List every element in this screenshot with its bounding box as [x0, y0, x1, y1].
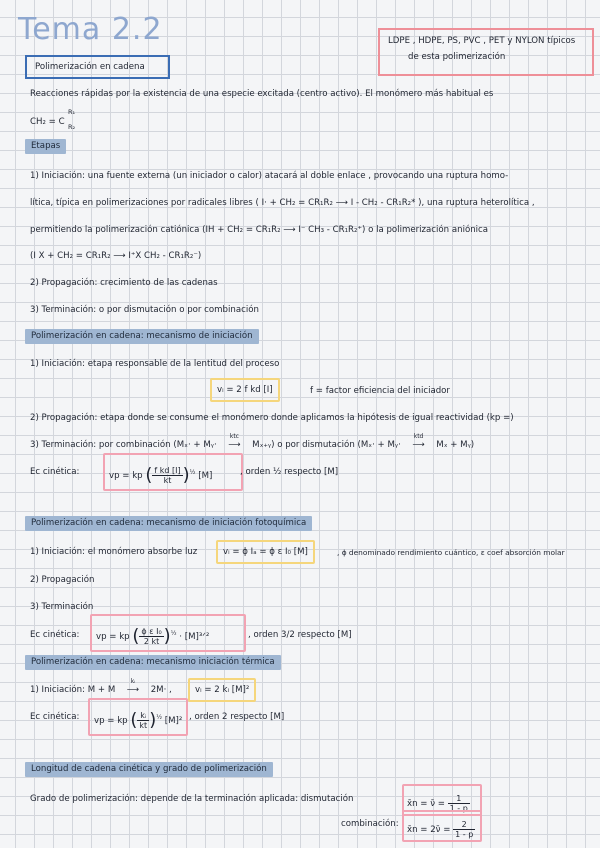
eq3-denominator: kt: [139, 721, 148, 730]
eq3-numerator: kᵢ: [137, 711, 149, 721]
ki-arrow: kᵢ ⟶: [118, 684, 148, 696]
etapas-init-3: permitiendo la polimerización catiónica (IH + CH₂ = CR₁R₂ ⟶ I⁻ CH₃ - CR₁R₂⁺) o la polimerización aniónica: [30, 225, 489, 235]
termica-vi-equation-box: vᵢ = 2 kᵢ [M]²: [188, 678, 256, 702]
eq3-exponent: ½: [156, 714, 163, 722]
eq1-numerator: f kd [I]: [154, 466, 181, 475]
eq2-denominator: 2 kt: [143, 637, 160, 646]
dismutation-denominator: 1 - p: [449, 804, 468, 813]
section-header-longitud: Longitud de cadena cinética y grado de polimerización: [25, 762, 273, 777]
kinetic-eq-box-1: [103, 453, 243, 491]
vi-equation-box: vᵢ = 2 f kd [I]: [210, 378, 280, 402]
kinetic-eq-label-3: Ec cinética:: [30, 712, 80, 722]
etapas-init-4: (I X + CH₂ = CR₁R₂ ⟶ I⁺X CH₂ - CR₁R₂⁻): [30, 251, 202, 261]
termination-part-a: 3) Terminación: por combinación (Mₓ· + Mᵧ·: [30, 440, 220, 450]
section-header-etapas: Etapas: [25, 139, 66, 154]
kinetic-order-2: , orden 3/2 respecto [M]: [248, 630, 352, 640]
dismutation-lhs: x̄n = ν̄ =: [407, 799, 445, 809]
dismutation-numerator: 1: [448, 794, 470, 804]
eq3-m: [M]²: [164, 716, 183, 726]
kinetic-eq-3: vp = kp ( $\frac{\text{kᵢ}}{kt}$ )$^{\frac{1}{2}}$ [M]²: [94, 709, 183, 731]
section-header-mecanismo: Polimerización en cadena: mecanismo de iniciación: [25, 329, 259, 344]
eq1-exponent: ½: [189, 469, 196, 477]
combination-denominator: 1 - p: [455, 830, 474, 839]
efficiency-factor-definition: f = factor eficiencia del iniciador: [310, 386, 450, 396]
vp-label-3: vp = kp: [94, 716, 128, 726]
ki-label: kᵢ: [130, 678, 136, 685]
ktd-label: ktd: [413, 433, 424, 440]
etapas-init-1: 1) Iniciación: una fuente externa (un iniciador o calor) atacará al doble enlace , provocando una ruptura homo-: [30, 171, 509, 181]
eq1-denominator: kt: [163, 476, 172, 485]
chain-polymerization-box: Polimerización en cadena: [25, 55, 170, 79]
ktc-label: ktc: [229, 433, 239, 440]
ktd-arrow: ktd ⟶: [404, 439, 434, 451]
termination-part-b: Mₓ₊ᵧ) o por dismutación (Mₓ· + Mᵧ·: [249, 440, 404, 450]
monomer-r2: R₂: [68, 123, 76, 131]
combination-lhs: x̄n = 2ν̄ =: [407, 825, 451, 835]
etapas-propagation: 2) Propagación: crecimiento de las cadenas: [30, 278, 218, 288]
foto-propagation: 2) Propagación: [30, 575, 95, 585]
kinetic-eq-label-1: Ec cinética:: [30, 467, 80, 477]
foto-vi-equation-box: vᵢ = ϕ Iₐ = ϕ ε I₀ [M]: [216, 540, 315, 564]
termination-part-c: Mₓ + Mᵧ): [433, 440, 475, 450]
combination-eq-box: [402, 810, 482, 842]
foto-termination: 3) Terminación: [30, 602, 94, 612]
page-title: Tema 2.2: [18, 12, 163, 47]
section-header-termica: Polimerización en cadena: mecanismo iniciación térmica: [25, 655, 281, 670]
termica-init-a: 1) Iniciación: M + M: [30, 685, 118, 695]
termica-init-b: 2M· ,: [147, 685, 172, 695]
etapas-termination: 3) Terminación: o por dismutación o por combinación: [30, 305, 259, 315]
combination-eq: [407, 820, 475, 839]
kinetic-eq-label-2: Ec cinética:: [30, 630, 80, 640]
grado-polimerizacion: Grado de polimerización: depende de la terminación aplicada: dismutación: [30, 794, 354, 804]
eq1-m: [M]: [198, 471, 213, 481]
foto-init: 1) Iniciación: el monómero absorbe luz: [30, 547, 198, 557]
kinetic-order-3: , orden 2 respecto [M]: [189, 712, 285, 722]
foto-quantum-yield-note: , ϕ denominado rendimiento cuántico, ε coef absorción molar: [337, 548, 565, 557]
intro-line: Reacciones rápidas por la existencia de una especie excitada (centro activo). El monómero más habitual es: [30, 89, 494, 99]
combination-numerator: 2: [453, 820, 475, 830]
note-line-2: de esta polimerización: [408, 52, 506, 62]
termica-init: [30, 678, 172, 696]
eq2-exponent: ½: [170, 630, 177, 638]
mecanismo-init: 1) Iniciación: etapa responsable de la lentitud del proceso: [30, 359, 280, 369]
vp-label: vp = kp: [109, 471, 143, 481]
ktc-arrow: ktc ⟶: [219, 439, 249, 451]
mecanismo-propagation: 2) Propagación: etapa donde se consume el monómero donde aplicamos la hipótesis de igual reactividad (kp =): [30, 413, 514, 423]
eq2-numerator: ϕ ε I₀: [141, 627, 162, 636]
monomer-formula: CH₂ = C: [30, 117, 65, 127]
mecanismo-termination: [30, 433, 475, 451]
vp-label-2: vp = kp: [96, 632, 130, 642]
kinetic-eq-2: vp = kp ( $\frac{\text{ϕ ε I₀}}{2 kt}$ )$^{\frac{1}{2}}$ · [M]³ᐟ²: [96, 625, 210, 647]
note-box: [378, 28, 594, 76]
section-header-fotoquimica: Polimerización en cadena: mecanismo de iniciación fotoquímica: [25, 516, 312, 531]
note-line-1: LDPE , HDPE, PS, PVC , PET y NYLON típicos: [388, 36, 576, 46]
kinetic-order-1: , orden ½ respecto [M]: [240, 467, 339, 477]
kinetic-eq-box-2: [90, 614, 246, 652]
combination-label: combinación:: [341, 819, 399, 829]
eq2-m: · [M]³ᐟ²: [179, 632, 210, 642]
monomer-r1: R₁: [68, 108, 76, 116]
kinetic-eq-box-3: [88, 698, 188, 736]
kinetic-eq-1: vp = kp ( $\frac{\text{f kd [I]}}{kt}$ )$^{\frac{1}{2}}$ [M]: [109, 464, 213, 486]
etapas-init-2: lítica, típica en polimerizaciones por radicales libres ( I· + CH₂ = CR₁R₂ ⟶ I - CH₂ - CR₁R₂* ), una ruptura heterolítica ,: [30, 198, 535, 208]
